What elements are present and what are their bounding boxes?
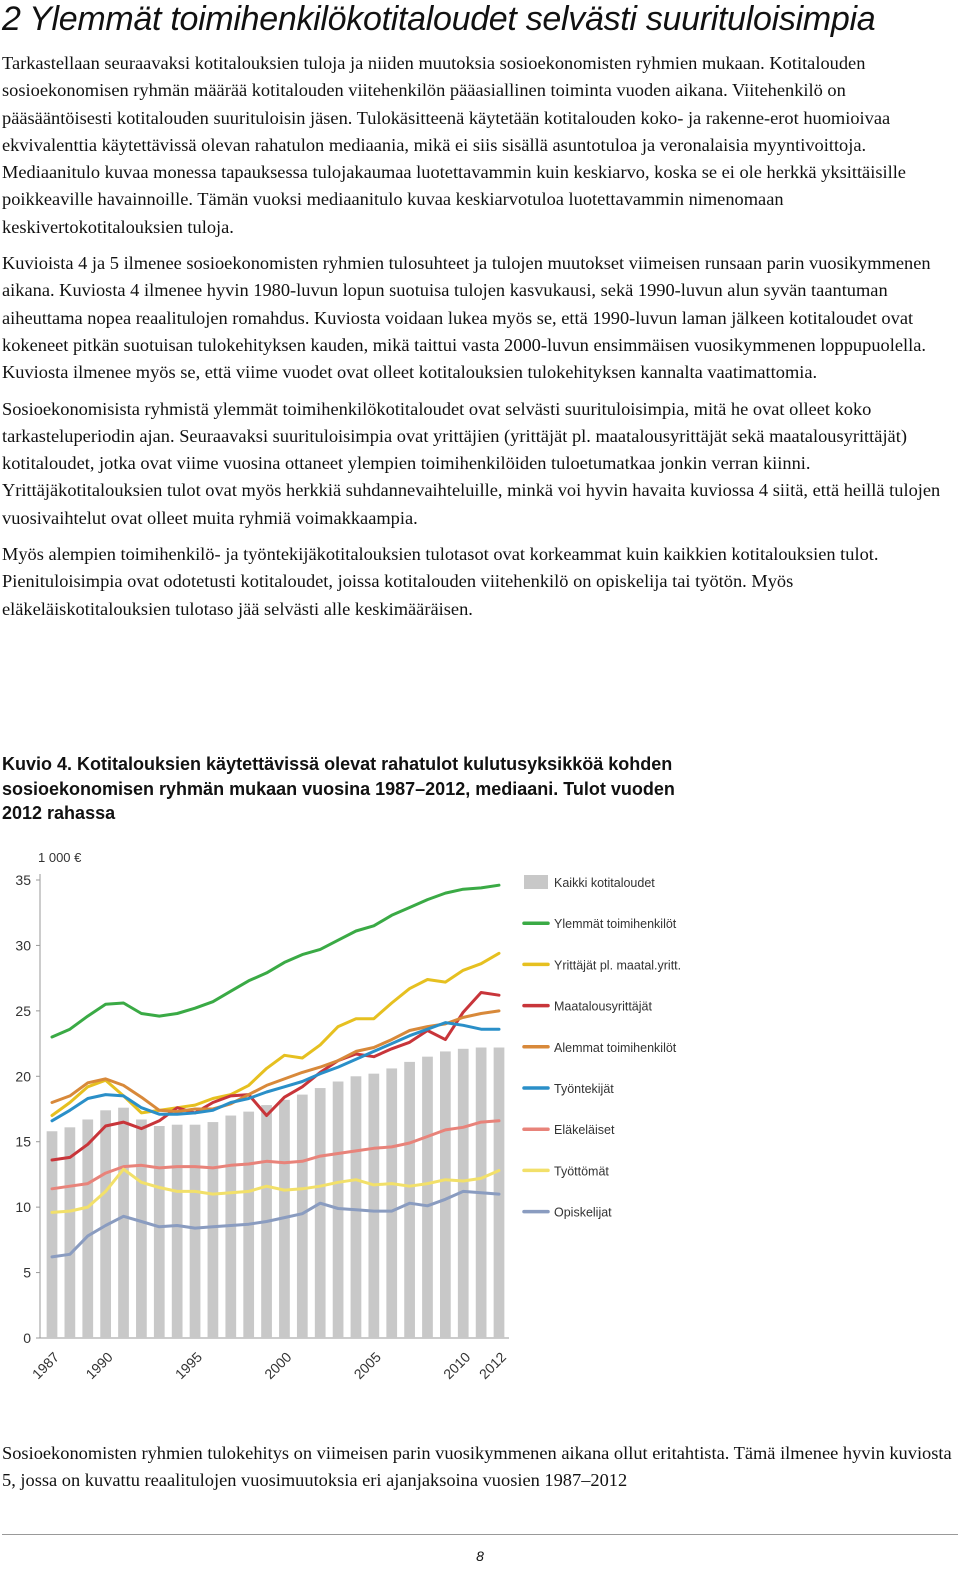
x-tick-label: 1990	[82, 1348, 116, 1383]
y-tick-label: 20	[15, 1068, 31, 1085]
y-tick-label: 10	[15, 1199, 31, 1216]
y-axis-unit-label: 1 000 €	[38, 850, 82, 865]
legend-label: Yrittäjät pl. maatal.yritt.	[554, 958, 682, 973]
chart-bar	[47, 1131, 58, 1338]
page-number: 8	[476, 1548, 484, 1564]
y-tick-label: 5	[23, 1264, 31, 1281]
figure-caption	[2, 752, 702, 826]
paragraph: Sosioekonomisista ryhmistä ylemmät toimihenkilökotitaloudet ovat selvästi suurituloisimpia, mitä he ovat olleet koko tarkasteluperiodin ajan. Seuraavaksi suurituloisimpia ovat yrittäjien (yrittäjät pl. maatalousyrittäjät sekä maatalousyrittäjät) kotitaloudet, jotka ovat viime vuosina ottaneet ylempien toimihenkilöiden tuloetumatkaa jonkin verran kiinni. Yrittäjäkotitalouksien tulot ovat myös herkkiä suhdannevaihteluille, minkä voi hyvin havaita kuviossa 4 siitä, että heillä tulojen vuosivaihtelut ovat olleet muita ryhmiä voimakkaampia.	[2, 398, 941, 528]
chart-bar	[368, 1074, 379, 1338]
chart-bar	[351, 1076, 362, 1338]
y-tick-label: 35	[15, 872, 31, 888]
y-tick-label: 30	[15, 937, 31, 954]
chart-bar	[208, 1122, 219, 1338]
x-tick-label: 2005	[350, 1348, 384, 1383]
x-tick-label: 2012	[475, 1348, 510, 1383]
chart-legend	[524, 875, 681, 1220]
y-tick-label: 15	[15, 1133, 31, 1150]
legend-label: Työntekijät	[554, 1082, 614, 1096]
x-tick-label: 1995	[171, 1348, 206, 1383]
legend-label: Työttömät	[554, 1164, 609, 1179]
chart-bar	[118, 1108, 129, 1338]
body-text	[2, 50, 958, 632]
y-tick-label: 0	[23, 1330, 31, 1346]
legend-label: Opiskelijat	[554, 1205, 612, 1220]
legend-swatch	[524, 875, 548, 889]
legend-label: Alemmat toimihenkilöt	[554, 1040, 677, 1055]
paragraph: Tarkastellaan seuraavaksi kotitalouksien tuloja ja niiden muutoksia sosioekonomisten ryhmien mukaan. Kotitalouden sosioekonomisen ryhmän määrää kotitalouden viitehenkilön pääasiallinen toiminta vuoden aikana. Viitehenkilö on pääsääntöisesti kotitalouden suurituloisin jäsen. Tulokäsitteenä käytetään kotitalouden koko- ja rakenne-erot huomioivaa ekvivalenttia käytettävissä olevan rahatulon mediaania, mikä ei siis sisällä asuntotuloa ja veronalaisia myyntivoittoja. Mediaanitulo kuvaa monessa tapauksessa tulojakaumaa luotettavammin kuin keskiarvo, koska se ei ole herkkä yksittäisille poikkeaville havainnoille. Tämän vuoksi mediaanitulo kuvaa keskiarvotuloa luotettavammin nimenomaan keskivertokotitalouksien tuloja.	[2, 53, 906, 237]
income-chart	[0, 838, 720, 1388]
chart-bar	[440, 1051, 451, 1338]
y-tick-label: 25	[15, 1002, 31, 1019]
section-title: 2 Ylemmät toimihenkilökotitaloudet selvästi suurituloisimpia	[2, 0, 876, 38]
chart-bar	[297, 1095, 308, 1338]
chart-bar	[404, 1062, 415, 1338]
paragraph: Myös alempien toimihenkilö- ja työntekijäkotitalouksien tulotasot ovat korkeammat kuin kaikkien kotitalouksien tulot. Pienituloisimpia ovat odotetusti kotitaloudet, joissa kotitalouden viitehenkilö on opiskelija tai työtön. Myös eläkeläiskotitalouksien tulotaso jää selvästi alle keskimääräisen.	[2, 544, 879, 619]
chart-bar	[154, 1126, 165, 1338]
legend-label: Ylemmät toimihenkilöt	[554, 917, 677, 932]
legend-label: Eläkeläiset	[554, 1123, 615, 1138]
x-tick-label: 2000	[261, 1348, 295, 1383]
closing-paragraph: Sosioekonomisten ryhmien tulokehitys on viimeisen parin vuosikymmenen aikana ollut eritahtista. Tämä ilmenee hyvin kuviosta 5, jossa on kuvattu reaalitulojen vuosimuutoksia eri ajanjaksoina vuosien 1987–2012	[2, 1443, 952, 1491]
chart-bar	[190, 1125, 201, 1338]
legend-label: Maatalousyrittäjät	[554, 999, 652, 1014]
chart-bar	[315, 1088, 326, 1338]
footer-rule	[2, 1534, 958, 1535]
x-tick-label: 1987	[28, 1348, 63, 1383]
chart-bar	[386, 1068, 397, 1338]
chart-bar	[82, 1119, 93, 1338]
chart-series-line	[52, 885, 499, 1037]
chart-bars	[47, 1047, 505, 1338]
figure-caption-text: Kotitalouksien käytettävissä olevat rahatulot kulutusyksikköä kohden sosioekonomisen ryhmän mukaan vuosina 1987–2012, mediaani. Tulot vuoden 2012 rahassa	[2, 754, 675, 823]
x-tick-label: 2010	[440, 1348, 474, 1383]
paragraph: Kuvioista 4 ja 5 ilmenee sosioekonomisten ryhmien tulosuhteet ja tulojen muutokset viimeisen runsaan parin vuosikymmenen aikana. Kuviosta 4 ilmenee hyvin 1980-luvun lopun suotuisa tulojen kasvukausi, sekä 1990-luvun alun syvän taantuman aiheuttama nopea reaalitulojen romahdus. Kuviosta voidaan lukea myös se, että 1990-luvun laman jälkeen kotitaloudet ovat kokeneet pitkän suotuisan tulokehityksen kauden, mikä taittui vasta 2000-luvun ensimmäisen vuosikymmenen loppupuolella. Kuviosta ilmenee myös se, että viime vuodet ovat olleet kotitalouksien tulokehityksen kannalta vaatimattomia.	[2, 253, 931, 383]
legend-label: Kaikki kotitaloudet	[554, 876, 655, 890]
figure-label: Kuvio 4.	[2, 754, 73, 774]
chart-bar	[172, 1125, 183, 1338]
chart-bar	[136, 1119, 147, 1338]
chart-bar	[422, 1057, 433, 1338]
